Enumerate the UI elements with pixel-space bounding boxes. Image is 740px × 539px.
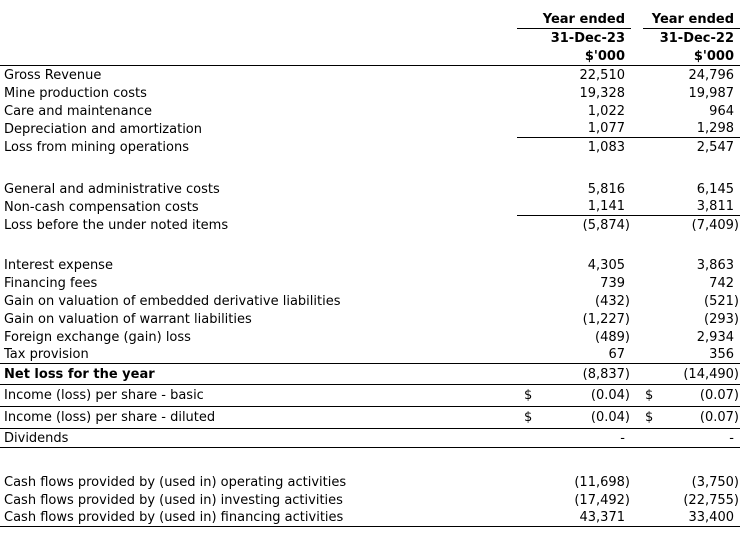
column-gap [631,364,643,384]
row-label: Net loss for the year [4,366,155,382]
value-col1: 19,328 [579,85,625,101]
column-gap [631,292,643,310]
value-col1: 43,371 [579,510,625,525]
column-gap [631,274,643,292]
table-row-net-loss-for-the-year [0,364,740,385]
header-period-col1: Year ended [542,11,625,27]
header-unit-col1: $'000 [584,49,625,64]
row-label: Depreciation and amortization [4,121,202,137]
table-row-gain-warrant-liabilities [0,310,740,328]
column-gap [631,216,643,234]
value-col1: (0.04) [590,410,630,425]
column-gap [631,429,643,447]
table-row-cash-flows-financing [0,509,740,527]
row-label: Income (loss) per share - diluted [4,410,216,425]
value-col2: 742 [709,275,734,291]
value-col1: 67 [608,347,625,362]
value-col2: 33,400 [688,510,734,525]
row-values [517,407,740,428]
column-gap [631,328,643,346]
row-label: Cash flows provided by (used in) operating activities [4,474,347,490]
row-label: Loss before the under noted items [4,217,229,233]
table-row-cash-flows-operating [0,473,740,491]
header-row-date [0,29,740,48]
row-label: Tax provision [4,347,89,362]
value-col1: 1,077 [587,121,625,136]
row-values [517,364,740,384]
row-label: Mine production costs [4,85,147,101]
value-col2: (0.07) [699,388,739,403]
value-col2: 3,863 [696,257,734,273]
value-col2: (7,409) [691,217,739,233]
row-values [517,138,740,156]
header-row-unit [0,48,740,66]
header-col2-group [643,10,740,29]
value-col2: 1,298 [696,121,734,136]
row-label: Care and maintenance [4,103,152,119]
row-values [517,256,740,274]
row-values [517,216,740,234]
column-gap [631,84,643,102]
row-label: Non-cash compensation costs [4,199,199,215]
table-row-mine-production-costs [0,84,740,102]
header-col2-group [643,48,740,65]
column-gap [631,138,643,156]
row-values [517,84,740,102]
row-values [517,180,740,198]
row-label: Interest expense [4,257,113,273]
column-gap [631,29,643,48]
row-label: Loss from mining operations [4,139,189,155]
value-col2: 3,811 [696,199,734,214]
table-row-tax-provision [0,346,740,364]
column-gap [631,198,643,215]
row-values [517,346,740,363]
row-label: Cash flows provided by (used in) investing activities [4,492,343,508]
column-gap [631,102,643,120]
table-row-non-cash-compensation-costs [0,198,740,216]
section-spacer [0,448,740,473]
header-values [517,29,740,48]
dollar-sign: $ [524,388,533,403]
value-col1: 1,141 [587,199,625,214]
header-row-period [0,10,740,29]
value-col1: 22,510 [579,67,625,83]
value-col2: 964 [709,103,734,119]
column-gap [631,48,643,65]
table-row-foreign-exchange-gain-loss [0,328,740,346]
column-gap [631,407,643,428]
section-spacer [0,234,740,256]
value-col1: (489) [595,329,630,345]
value-col2: 24,796 [688,67,734,83]
dollar-sign: $ [645,388,654,403]
row-label: Financing fees [4,275,98,291]
column-gap [631,10,643,29]
row-values [517,473,740,491]
dollar-sign: $ [645,410,654,425]
value-col2: 6,145 [696,181,734,197]
value-col1: 1,083 [587,139,625,155]
value-col1: 739 [600,275,625,291]
row-label: Foreign exchange (gain) loss [4,329,191,345]
column-gap [631,509,643,526]
value-col1: (1,227) [582,311,630,327]
value-col1: 1,022 [587,103,625,119]
value-col1: 4,305 [587,257,625,273]
column-gap [631,473,643,491]
row-values [517,198,740,216]
value-col2: (14,490) [683,366,739,382]
table-row-loss-from-mining-operations [0,138,740,156]
value-col2: 2,934 [696,329,734,345]
table-row-gross-revenue [0,66,740,84]
header-col2-group [643,29,740,48]
table-row-gain-embedded-derivative-liabilities [0,292,740,310]
row-values [517,102,740,120]
table-row-care-and-maintenance [0,102,740,120]
table-row-general-administrative-costs [0,180,740,198]
table-row-loss-before-under-noted-items [0,216,740,234]
row-values [517,120,740,138]
header-col1-group [517,10,631,29]
table-row-income-loss-per-share-basic [0,385,740,407]
table-row-interest-expense [0,256,740,274]
table-row-depreciation-amortization [0,120,740,138]
row-values [517,385,740,406]
value-col1: (432) [595,293,630,309]
row-label: General and administrative costs [4,181,220,197]
row-values [517,292,740,310]
column-gap [631,256,643,274]
value-col1: (11,698) [574,474,630,490]
row-label: Gain on valuation of warrant liabilities [4,311,252,327]
value-col2: 19,987 [688,85,734,101]
header-period-col2: Year ended [651,11,734,27]
row-values [517,429,740,447]
row-values [517,66,740,84]
row-label: Cash flows provided by (used in) financing activities [4,510,344,525]
row-label: Dividends [4,430,69,446]
value-col2: - [729,430,734,446]
column-gap [631,346,643,363]
value-col1: - [620,430,625,446]
row-label: Gain on valuation of embedded derivative liabilities [4,293,341,309]
row-values [517,328,740,346]
value-col1: (8,837) [582,366,630,382]
value-col1: (0.04) [590,388,630,403]
value-col2: 356 [709,347,734,362]
section-spacer [0,156,740,180]
table-row-cash-flows-investing [0,491,740,509]
header-date-col2: 31-Dec-22 [659,31,734,46]
dollar-sign: $ [524,410,533,425]
value-col1: 5,816 [587,181,625,197]
column-gap [631,310,643,328]
header-col1-group [517,29,631,48]
table-row-dividends [0,429,740,448]
row-label: Gross Revenue [4,67,102,83]
value-col2: (293) [704,311,739,327]
value-col2: (521) [704,293,739,309]
value-col1: (5,874) [582,217,630,233]
column-gap [631,66,643,84]
header-values [517,10,740,29]
column-gap [631,120,643,137]
table-row-income-loss-per-share-diluted [0,407,740,429]
value-col2: (0.07) [699,410,739,425]
value-col2: (22,755) [683,492,739,508]
row-values [517,509,740,526]
header-col1-group [517,48,631,65]
header-values [517,48,740,65]
value-col2: (3,750) [691,474,739,490]
column-gap [631,180,643,198]
value-col1: (17,492) [574,492,630,508]
column-gap [631,385,643,406]
value-col2: 2,547 [696,139,734,155]
row-values [517,491,740,509]
header-date-col1: 31-Dec-23 [550,31,625,46]
row-values [517,274,740,292]
row-label: Income (loss) per share - basic [4,388,204,403]
table-row-financing-fees [0,274,740,292]
header-unit-col2: $'000 [693,49,734,64]
row-values [517,310,740,328]
column-gap [631,491,643,509]
